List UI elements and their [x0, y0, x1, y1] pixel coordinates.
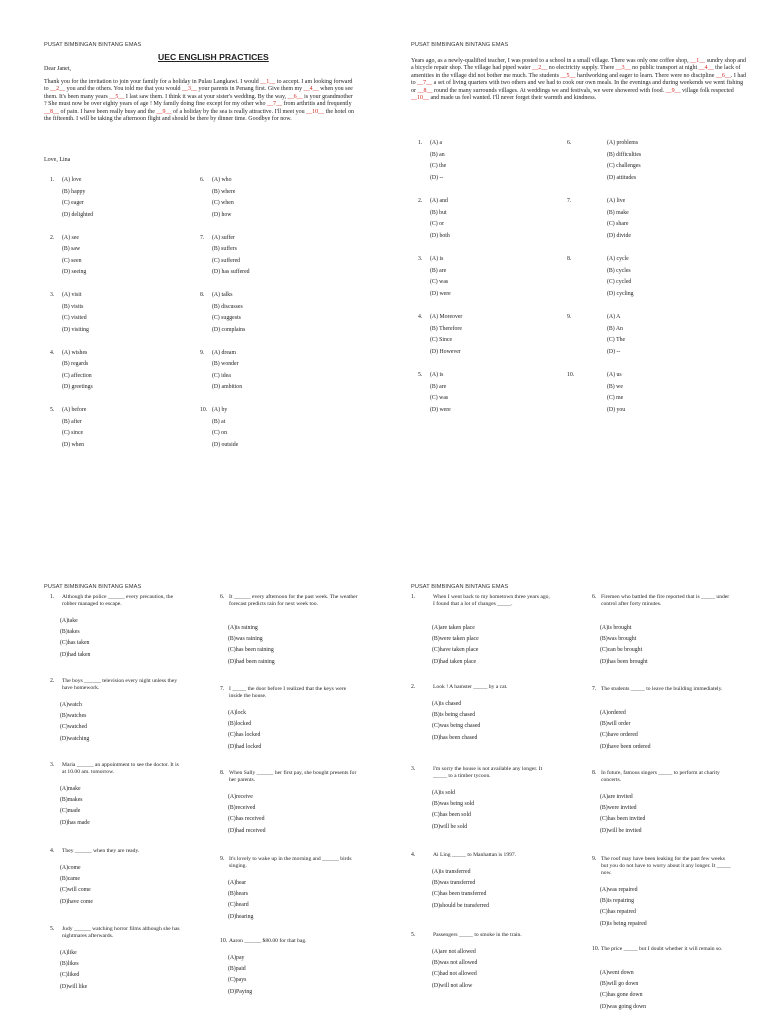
- answer-option: (D) divide: [607, 232, 631, 239]
- question-number: 9.: [200, 349, 205, 356]
- answer-option: (C)was being chased: [432, 723, 481, 730]
- answer-option: (A)is sold: [432, 790, 456, 796]
- answer-option: (C)has been raining: [228, 647, 274, 654]
- answer-option: (B) an: [430, 151, 445, 158]
- answer-option: (C) share: [607, 221, 629, 228]
- answer-option: (B) where: [212, 188, 236, 195]
- question-stem: Ai Ling _____ to Manhattan is 1997.: [433, 852, 517, 858]
- blank-number: __9__: [665, 87, 681, 94]
- answer-option: (B)takes: [60, 629, 80, 636]
- answer-option: (B) difficulties: [607, 151, 642, 158]
- blank-number: __5__: [109, 93, 125, 100]
- answer-option: (D)had been raining: [228, 658, 275, 665]
- question-number: 10.: [567, 372, 575, 378]
- text-segment: when you see them. It's been many years: [44, 86, 353, 100]
- answer-option: (B) visits: [62, 303, 84, 310]
- text-segment: to accept. I am looking forward to: [44, 79, 353, 93]
- answer-option: (A) dream: [212, 349, 236, 356]
- question-number: 2.: [411, 684, 416, 690]
- worksheet-page-tenses: [0, 512, 384, 1024]
- question-number: 3.: [411, 766, 416, 772]
- answer-option: (A)are invited: [600, 794, 633, 800]
- text-segment: hardworking and eager to learn. There were no discipline: [575, 72, 716, 79]
- question-number: 6.: [220, 594, 225, 600]
- answer-option: (C) was: [430, 395, 449, 402]
- answer-option: (C) idea: [212, 372, 231, 379]
- answer-option: (A)lock: [228, 710, 247, 716]
- answer-option: (A)ordered: [600, 710, 626, 716]
- answer-option: (B) cycles: [607, 267, 631, 274]
- text-segment: sundry shop and a bicycle repair shop. The village had piped water: [411, 58, 747, 72]
- answer-option: (A) visit: [62, 292, 82, 298]
- text-segment: is your grandmother ? She must now be over eighty years of age ! My family doing fine except for my other who: [44, 93, 353, 108]
- blank-number: __1__: [690, 58, 706, 64]
- question-number: 1.: [50, 177, 55, 183]
- text-segment: Thank you for the invitation to join your family for a holiday in Pulau Langkawi. I would: [44, 79, 261, 85]
- text-segment: no public transport at night: [630, 65, 699, 72]
- question-number: 7.: [200, 234, 205, 241]
- question-number: 1.: [50, 594, 55, 600]
- answer-option: (A)watch: [60, 702, 82, 708]
- question-number: 4.: [50, 848, 55, 854]
- answer-option: (D) has suffered: [212, 269, 250, 276]
- answer-option: (D)watching: [60, 735, 90, 742]
- question-number: 8.: [220, 770, 225, 776]
- blank-number: __4__: [698, 65, 714, 72]
- answer-option: (B)makes: [60, 797, 83, 804]
- question-number: 2.: [50, 234, 55, 241]
- answer-option: (C) since: [62, 430, 84, 437]
- answer-option: (A) problems: [607, 140, 639, 146]
- answer-option: (C)will come: [60, 887, 91, 894]
- answer-option: (B) regards: [62, 361, 89, 368]
- answer-option: (D) ambition: [212, 384, 243, 391]
- question-stem: Aaron ______ $80.00 for that bag.: [229, 938, 307, 944]
- text-segment: of pain. I have been really busy and the: [59, 108, 157, 115]
- question-number: 1.: [411, 594, 416, 600]
- letter-body: [44, 79, 356, 123]
- answer-option: (C)has been transferred: [432, 891, 487, 898]
- answer-option: (B)hears: [228, 891, 248, 898]
- answer-option: (B)came: [60, 876, 80, 883]
- answer-option: (C)has been sold: [432, 812, 471, 819]
- answer-option: (D)has been brought: [600, 658, 648, 665]
- answer-option: (C) affection: [62, 372, 92, 379]
- answer-option: (A) talks: [212, 292, 233, 298]
- blank-number: __6__: [715, 72, 731, 79]
- question-stem: It's lovely to wake up in the morning and ______ birds singing.: [229, 856, 352, 869]
- answer-option: (A) by: [212, 407, 228, 413]
- blank-number: __10__: [306, 108, 325, 115]
- answer-option: (A) and: [430, 198, 448, 204]
- answer-option: (C)has received: [228, 816, 265, 823]
- answer-option: (D)has made: [60, 819, 90, 826]
- blank-number: __1__: [260, 79, 276, 85]
- answer-option: (D)had taken: [60, 651, 91, 658]
- question-number: 4.: [418, 314, 423, 320]
- answer-option: (B) are: [430, 267, 447, 274]
- answer-option: (C) suffered: [212, 257, 241, 264]
- answer-option: (D)will be sold: [432, 823, 468, 830]
- answer-option: (C)have taken place: [432, 647, 479, 654]
- answer-option: (B) make: [607, 209, 629, 216]
- answer-option: (B) discusses: [212, 303, 243, 310]
- answer-option: (C) eager: [62, 200, 84, 207]
- question-stem: When Sally ______ her first pay, she bought presents for her parents.: [229, 770, 357, 783]
- answer-option: (D) delighted: [62, 211, 94, 218]
- answer-option: (C) the: [430, 163, 447, 170]
- answer-option: (A)went down: [600, 970, 634, 976]
- question-number: 3.: [50, 762, 55, 768]
- question-number: 2.: [50, 678, 55, 684]
- answer-option: (C) on: [212, 430, 227, 437]
- answer-option: (A)was repaired: [600, 887, 638, 893]
- answer-option: (C)liked: [60, 972, 80, 979]
- text-segment: you and the others. You told me that you would: [65, 86, 182, 93]
- blank-number: __3__: [615, 65, 631, 72]
- blank-number: __7__: [417, 80, 433, 87]
- answer-option: (C)heard: [228, 902, 249, 909]
- text-segment: your parents in Penang first. Give them my: [197, 86, 304, 93]
- answer-option: (C) challenges: [607, 163, 641, 170]
- answer-option: (A)pay: [228, 955, 245, 961]
- question-stem: I _____ the door before I realized that the keys were inside the house.: [229, 686, 347, 699]
- answer-option: (C)has been invited: [600, 816, 646, 823]
- answer-option: (D)had received: [228, 827, 266, 834]
- answer-option: (B)was transferred: [432, 880, 476, 887]
- question-number: 6.: [592, 594, 597, 600]
- answer-option: (C)watched: [60, 724, 88, 731]
- answer-option: (A) before: [62, 407, 87, 413]
- answer-option: (D)hearing: [228, 913, 254, 920]
- question-number: 9.: [592, 856, 597, 862]
- answer-option: (B)was brought: [600, 636, 637, 643]
- question-stem: It ______ every afternoon for the past week. The weather forecast predicts rain for next week too.: [229, 594, 358, 607]
- question-stem: Judy ______ watching horror films although she has nightmares afterwards.: [62, 926, 180, 939]
- answer-option: (A)is raining: [228, 625, 258, 631]
- answer-option: (D)Paying: [228, 988, 253, 995]
- answer-option: (D) were: [430, 290, 451, 297]
- text-segment: the lack of amenities in the village did not bother me much. The students: [411, 65, 741, 79]
- answer-option: (A)make: [60, 786, 81, 792]
- question-number: 5.: [50, 407, 55, 413]
- answer-option: (D)have been ordered: [600, 743, 651, 750]
- answer-option: (A) see: [62, 234, 79, 241]
- answer-option: (A) A: [607, 314, 621, 320]
- question-number: 3.: [50, 292, 55, 298]
- letter-greeting: Dear Janet,: [44, 66, 71, 72]
- answer-option: (A)are taken place: [432, 625, 475, 631]
- answer-option: (D) were: [430, 406, 451, 413]
- text-segment: and made us feel wanted. I'll never forget their warmth and kindness.: [429, 95, 597, 102]
- answer-option: (C) was: [430, 279, 449, 286]
- text-segment: from arthritis and frequently: [281, 101, 352, 108]
- answer-option: (B)were invited: [600, 805, 637, 812]
- answer-option: (C)made: [60, 808, 81, 815]
- blank-number: __7__: [266, 101, 282, 108]
- question-number: 8.: [592, 770, 597, 776]
- answer-option: (D)is being repaired: [600, 920, 647, 927]
- answer-option: (D) However: [430, 348, 461, 355]
- answer-option: (C)has gone down: [600, 992, 643, 999]
- answer-option: (D) greetings: [62, 384, 93, 391]
- answer-option: (D) how: [212, 211, 232, 218]
- letter-signoff: Love, Lina: [44, 157, 71, 163]
- question-stem: Look ! A hamster _____ by a cat.: [433, 684, 508, 690]
- answer-option: (A) wishes: [62, 349, 88, 356]
- answer-option: (C)has taken: [60, 640, 90, 647]
- question-stem: Although the police ______ every precaution, the robber managed to escape.: [62, 594, 174, 607]
- question-stem: The boys ______ television every night unless they have homework.: [62, 678, 178, 691]
- answer-option: (A)is chased: [432, 701, 462, 707]
- answer-option: (C) or: [430, 221, 445, 228]
- answer-option: (A) is: [430, 256, 444, 262]
- question-number: 6.: [567, 140, 572, 146]
- answer-option: (B)will go down: [600, 981, 639, 988]
- answer-option: (C)can be brought: [600, 647, 643, 654]
- answer-option: (B) but: [430, 209, 447, 216]
- question-number: 3.: [418, 256, 423, 262]
- text-segment: round the many surrounds villages. At weddings we and festivals, we were showered with food.: [432, 87, 666, 94]
- text-segment: no electricity supply. There: [547, 65, 616, 72]
- worksheet-page-passage: [384, 0, 768, 512]
- text-segment: of a holiday by the sea is really attractive. I'll meet you: [171, 108, 307, 115]
- answer-option: (D)had locked: [228, 743, 262, 750]
- question-number: 5.: [418, 372, 423, 378]
- answer-option: (C)pays: [228, 977, 247, 984]
- answer-option: (D)had taken place: [432, 658, 477, 665]
- answer-option: (A) a: [430, 140, 443, 146]
- question-stem: They ______ when they are ready.: [62, 848, 140, 854]
- answer-option: (D) attitudes: [607, 174, 637, 181]
- answer-option: (C)has locked: [228, 732, 261, 739]
- question-stem: Maria ______ an appointment to see the doctor. It is at 10.00 am. tomorrow.: [62, 762, 179, 775]
- question-number: 7.: [592, 686, 597, 692]
- blank-number: __8__: [44, 108, 59, 115]
- blank-number: __9__: [156, 108, 172, 115]
- worksheet-page-letter: [0, 0, 384, 512]
- page-header: PUSAT BIMBINGAN BINTANG EMAS: [411, 584, 509, 590]
- answer-option: (A) us: [607, 372, 622, 378]
- text-segment: Years ago, as a newly-qualified teacher, I was posted to a school in a small village. There was only one coffee shop,: [411, 58, 691, 64]
- question-stem: When I went back to my hometown three years ago, I found that a lot of changes _____.: [433, 594, 550, 607]
- question-number: 10.: [592, 946, 600, 952]
- question-number: 5.: [411, 932, 416, 938]
- worksheet-page-passive: [384, 512, 768, 1024]
- question-number: 6.: [200, 177, 205, 183]
- answer-option: (A)receive: [228, 794, 253, 800]
- answer-option: (A) live: [607, 198, 626, 204]
- answer-option: (D) outside: [212, 441, 239, 448]
- blank-number: __2__: [50, 86, 66, 93]
- answer-option: (B)paid: [228, 966, 246, 973]
- answer-option: (D)has been chased: [432, 734, 478, 741]
- answer-option: (D) seeing: [62, 269, 87, 276]
- answer-option: (A)is brought: [600, 625, 632, 631]
- answer-option: (B)were taken place: [432, 636, 479, 643]
- question-number: 7.: [567, 198, 572, 204]
- answer-option: (C) when: [212, 200, 234, 207]
- question-number: 5.: [50, 926, 55, 932]
- answer-option: (A)take: [60, 618, 78, 624]
- page-title: UEC ENGLISH PRACTICES: [158, 52, 269, 62]
- passage-body: [411, 58, 747, 102]
- blank-number: __6__: [287, 93, 303, 100]
- answer-option: (C) suggests: [212, 315, 241, 322]
- answer-option: (D)was going down: [600, 1003, 647, 1010]
- answer-option: (D) both: [430, 232, 450, 239]
- answer-option: (C) The: [607, 337, 626, 344]
- answer-option: (A) who: [212, 177, 232, 183]
- answer-option: (A) Moreover: [430, 314, 463, 320]
- question-number: 9.: [567, 314, 572, 320]
- question-stem: The students _____ to leave the building immediately.: [601, 686, 723, 692]
- answer-option: (C) Since: [430, 337, 453, 344]
- answer-option: (A) suffer: [212, 234, 235, 241]
- question-number: 8.: [567, 256, 572, 262]
- answer-option: (B) after: [62, 418, 82, 425]
- question-number: 10.: [200, 407, 208, 413]
- answer-option: (C) visited: [62, 315, 87, 322]
- answer-option: (C)have ordered: [600, 732, 638, 739]
- question-number: 2.: [418, 198, 423, 204]
- text-segment: village folk respected: [680, 87, 734, 94]
- blank-number: __10__: [411, 95, 429, 102]
- answer-option: (D) when: [62, 441, 85, 448]
- answer-option: (B)is repairing: [600, 898, 634, 905]
- answer-option: (B) at: [212, 418, 226, 425]
- question-number: 8.: [200, 292, 205, 298]
- answer-option: (D) cycling: [607, 290, 634, 297]
- answer-option: (A) is: [430, 372, 444, 378]
- question-number: 1.: [418, 140, 423, 146]
- question-stem: The roof may have been leaking for the past few weeks but you do not have to worry about it any longer. It _____ now.: [601, 856, 731, 876]
- answer-option: (D)should be transferred: [432, 902, 489, 909]
- answer-option: (B) Therefore: [430, 325, 462, 332]
- answer-option: (B) are: [430, 383, 447, 390]
- answer-option: (A) cycle: [607, 256, 629, 262]
- blank-number: __8__: [417, 87, 433, 94]
- answer-option: (B) An: [607, 325, 623, 332]
- question-stem: Firemen who battled the fire reported that is _____ under control after forty minutes.: [601, 594, 730, 607]
- page-header: PUSAT BIMBINGAN BINTANG EMAS: [44, 584, 142, 590]
- question-stem: The price _____ but I doubt whether it will remain so.: [601, 946, 723, 952]
- blank-number: __4__: [303, 86, 319, 93]
- answer-option: (A)hear: [228, 880, 247, 886]
- answer-option: (B)likes: [60, 961, 79, 968]
- answer-option: (B)was not allowed: [432, 960, 478, 967]
- answer-option: (B)received: [228, 805, 256, 812]
- answer-option: (A) love: [62, 177, 82, 183]
- blank-number: __3__: [182, 86, 197, 93]
- answer-option: (B)locked: [228, 721, 252, 728]
- answer-option: (D)will like: [60, 983, 88, 990]
- text-segment: I last saw them. I think it was at your sister's wedding. By the way,: [124, 93, 288, 100]
- text-segment: . I had to: [411, 72, 747, 87]
- answer-option: (C) cycled: [607, 279, 632, 286]
- answer-option: (D) you: [607, 406, 626, 413]
- answer-option: (D) --: [430, 174, 444, 181]
- answer-option: (D)have come: [60, 898, 93, 905]
- blank-number: __2__: [532, 65, 548, 72]
- question-stem: In future, famous singers _____ to perform at charity concerts.: [601, 770, 720, 783]
- answer-option: (B)watches: [60, 713, 87, 720]
- question-stem: I'm sorry the house is not available any longer. It _____ to a timber tycoon.: [433, 766, 543, 779]
- answer-option: (B)was raining: [228, 636, 263, 643]
- page-header: PUSAT BIMBINGAN BINTANG EMAS: [44, 42, 142, 48]
- blank-number: __5__: [560, 72, 576, 79]
- answer-option: (A)come: [60, 865, 81, 871]
- text-segment: the hotel on the fifteenth. I will be taking the afternoon flight and should be there by dinner time. Goodbye for now.: [44, 108, 354, 123]
- answer-option: (B) happy: [62, 188, 86, 195]
- question-number: 9.: [220, 856, 225, 862]
- answer-option: (A)are not allowed: [432, 949, 476, 955]
- answer-option: (D) complains: [212, 326, 246, 333]
- question-number: 7.: [220, 686, 225, 692]
- answer-option: (C)had not allowed: [432, 971, 477, 978]
- answer-option: (B) saw: [62, 246, 81, 253]
- page-header: PUSAT BIMBINGAN BINTANG EMAS: [411, 42, 509, 48]
- question-number: 10.: [220, 938, 228, 944]
- answer-option: (D) visiting: [62, 326, 89, 333]
- answer-option: (C)has repaired: [600, 909, 636, 916]
- answer-option: (D)will not allow: [432, 982, 473, 989]
- answer-option: (C) me: [607, 395, 624, 402]
- question-number: 4.: [50, 349, 55, 356]
- answer-option: (A)like: [60, 950, 77, 956]
- answer-option: (B)was being sold: [432, 801, 475, 808]
- question-number: 4.: [411, 852, 416, 858]
- answer-option: (B) we: [607, 383, 623, 390]
- text-segment: a set of living quarters with two others and we had to cook our own meals. In the evenings and during weekends we went fishing or: [411, 80, 744, 94]
- answer-option: (B)is being chased: [432, 712, 476, 719]
- question-stem: Passengers _____ to smoke in the train.: [433, 932, 522, 938]
- answer-option: (D)will be invited: [600, 827, 642, 834]
- answer-option: (D) --: [607, 348, 621, 355]
- answer-option: (B) wonder: [212, 361, 239, 368]
- answer-option: (C) seen: [62, 257, 82, 264]
- answer-option: (B) suffers: [212, 246, 237, 253]
- answer-option: (B)will order: [600, 721, 631, 728]
- answer-option: (A)is transferred: [432, 869, 471, 875]
